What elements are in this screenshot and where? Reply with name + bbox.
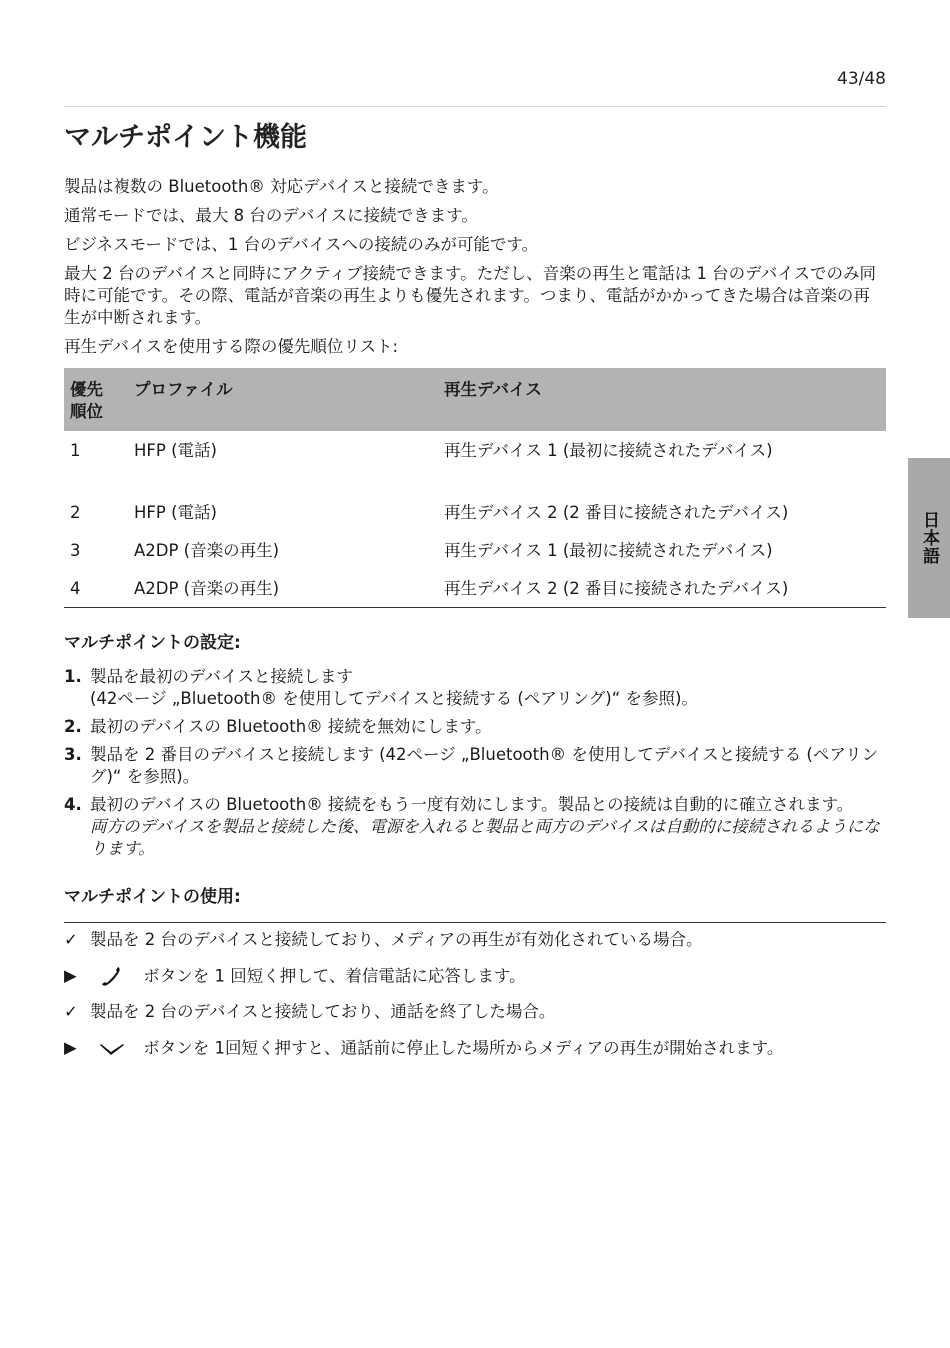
phone-hangup-icon (98, 1037, 126, 1061)
step-text: 製品を 2 番目のデバイスと接続します (42ページ „Bluetooth® を使用してデバイスと接続する (ペアリング)“ を参照)。 (90, 745, 879, 786)
table-row (64, 493, 886, 531)
arrow-right-icon: ▶ (64, 1038, 77, 1057)
arrow-right-icon: ▶ (64, 966, 77, 985)
phone-answer-icon (98, 965, 126, 989)
step-text: 最初のデバイスの Bluetooth® 接続を無効にします。 (90, 717, 492, 736)
intro-paragraph: 最大 2 台のデバイスと同時にアクティブ接続できます。ただし、音楽の再生と電話は 1 台のデバイスでのみ同時に可能です。その際、電話が音楽の再生よりも優先されます。つまり、電話がかかってきた場合は音楽の再生が中断されます。 (64, 264, 877, 327)
table-cell: 3 (70, 541, 81, 560)
table-cell: 2 (70, 503, 81, 522)
header-priority: 優先順位 (70, 380, 103, 421)
step-number: 2. (64, 717, 82, 736)
step-text-reference: (42ページ „Bluetooth® を使用してデバイスと接続する (ペアリング)“ を参照)。 (90, 689, 698, 708)
table-cell: A2DP (音楽の再生) (134, 541, 280, 560)
table-cell: 再生デバイス 1 (最初に接続されたデバイス) (444, 541, 773, 560)
list-item (64, 929, 886, 953)
setup-heading: マルチポイントの設定: (64, 633, 241, 653)
list-item (64, 744, 886, 788)
usage-list (64, 929, 886, 1061)
table-cell: 1 (70, 441, 81, 460)
step-number: 3. (64, 745, 82, 764)
usage-text: ボタンを 1 回短く押して、着信電話に応答します。 (143, 966, 526, 986)
main-content (64, 120, 886, 1073)
step-number: 4. (64, 795, 82, 814)
priority-table (64, 368, 886, 608)
usage-text: 製品を 2 台のデバイスと接続しており、メディアの再生が有効化されている場合。 (90, 930, 703, 949)
usage-text: ボタンを 1回短く押すと、通話前に停止した場所からメディアの再生が開始されます。 (143, 1038, 784, 1058)
intro-paragraph: ビジネスモードでは、1 台のデバイスへの接続のみが可能です。 (64, 235, 539, 254)
table-cell: 再生デバイス 1 (最初に接続されたデバイス) (444, 441, 773, 460)
table-header-row (64, 368, 886, 431)
list-item (64, 965, 886, 989)
page-title: マルチポイント機能 (64, 122, 307, 153)
header-profile: プロファイル (134, 380, 233, 399)
language-tab-label: 日本語 (919, 511, 939, 565)
list-item (64, 716, 886, 738)
setup-steps (64, 666, 886, 860)
step-note: 両方のデバイスを製品と接続した後、電源を入れると製品と両方のデバイスは自動的に接続されるようになります。 (90, 817, 880, 858)
table-cell: 再生デバイス 2 (2 番目に接続されたデバイス) (438, 569, 886, 608)
list-item (64, 666, 886, 710)
table-cell: HFP (電話) (134, 441, 217, 460)
table-cell: 再生デバイス 2 (2 番目に接続されたデバイス) (444, 503, 789, 522)
usage-text: 製品を 2 台のデバイスと接続しており、通話を終了した場合。 (90, 1002, 556, 1021)
check-mark-icon: ✓ (64, 930, 78, 949)
page-number: 43/48 (837, 69, 886, 89)
check-mark-icon: ✓ (64, 1002, 78, 1021)
usage-divider (64, 922, 886, 923)
intro-paragraph: 再生デバイスを使用する際の優先順位リスト: (64, 337, 399, 356)
table-row (64, 531, 886, 569)
intro-paragraph: 製品は複数の Bluetooth® 対応デバイスと接続できます。 (64, 177, 499, 196)
list-item (64, 1001, 886, 1025)
list-item (64, 794, 886, 860)
step-text: 製品を最初のデバイスと接続します (90, 667, 353, 686)
intro-paragraph: 通常モードでは、最大 8 台のデバイスに接続できます。 (64, 206, 478, 225)
header-divider (64, 106, 886, 107)
table-row (64, 431, 886, 493)
table-cell: A2DP (音楽の再生) (128, 569, 438, 608)
step-text: 最初のデバイスの Bluetooth® 接続をもう一度有効にします。製品との接続は自動的に確立されます。 (90, 795, 854, 814)
table-cell: 4 (64, 569, 128, 608)
step-number: 1. (64, 667, 82, 686)
table-row (64, 569, 886, 608)
header-device: 再生デバイス (444, 380, 542, 399)
table-cell: HFP (電話) (134, 503, 217, 522)
usage-heading: マルチポイントの使用: (64, 887, 241, 907)
list-item (64, 1037, 886, 1061)
language-tab (908, 458, 950, 618)
